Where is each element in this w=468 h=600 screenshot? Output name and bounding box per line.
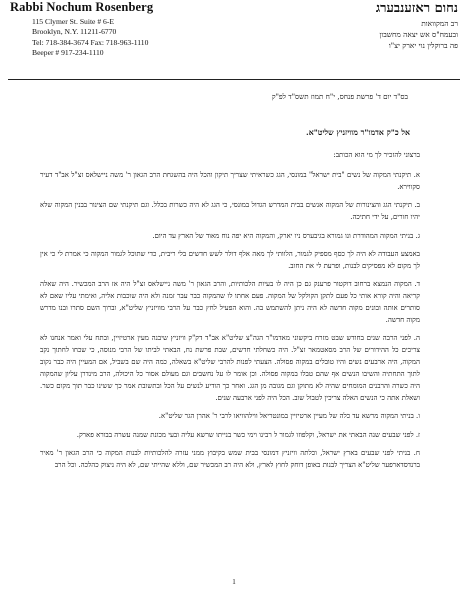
- page-number: 1: [232, 578, 236, 586]
- city-line: Brooklyn, N.Y. 11211-6770: [32, 27, 117, 37]
- letterhead-hebrew: [248, 0, 458, 51]
- body-paragraph: ד. המקוה הנמצא ברחוב דוקטור פרענק גם כן היה לו בעיות הלכותיות, והרב הגאון ר' משה ניישלאס זצ"ל היה אז הרב המכשיר. היה שאלה קריאה והיה קורא אותי כל פעם לתקן הקולקל של המקוה. פעם אחתו לו שהמקוה כבר עבר זמנה ולא היה שוכבות אליה, ואימתי עליו שאם לא סותרים אותה ובונים מקוה חדשה לא היה ניתן להשתמש בה. והוא הפעיל לחץ כבר על הרבי מוויזניץ שליט"א, וברוך השם סתרו ובנו מדרש מקוה חדשה.: [40, 280, 420, 324]
- letterhead-divider: [8, 79, 460, 80]
- body-paragraph: ז. לפני שבעים שנה הבאתי את ישראל, וקלפוזו לגמור ל רבינו וימי כשר בנייתו שרשא עליה ובעי מכונת שמנה עשרה בבורא פארק.: [76, 430, 420, 439]
- addressee-line: אל כ"ק אדמו"ר מוויזניץ שליט"א.: [306, 128, 410, 137]
- greeting-paragraph: ברצוני להזכיר לך מי הוא הכותב:: [333, 151, 420, 159]
- letter-body: [40, 150, 420, 478]
- date-line: בס"ד יום ד' פרשת פנחס, י"ח תמוז תשס"ד לפ"ק: [271, 92, 408, 101]
- address-line: 115 Clymer St. Suite # 6-E: [32, 17, 114, 26]
- sender-title-hebrew: רב המקוואות: [421, 19, 458, 28]
- body-paragraph: ג. בניתי המקוה המהודרת ונו גמורא בגיבערס ניו יארק, והמקוה היא יפה נוח מאוד של הארץ עד היום.: [152, 231, 420, 240]
- phone-fax-line: Tel: 718-384-3674 Fax: 718-963-1110: [32, 37, 149, 47]
- sender-location-hebrew: פה ברוקלין נוי יארק יצ"ו: [388, 41, 458, 50]
- letterhead-english: [10, 0, 230, 58]
- body-paragraph: ב. תיקנתי הגג והצינורות של המקוה אנשים בבית המדרש הגדול במונסי, כי הגג לא היה כשרות בכלל. וגם תיקנתי שם הצינור בבנין המקוה שלא יהיו חורים, על ידי חתיכה.: [40, 201, 420, 222]
- sender-name-hebrew: נחום ראזענבערג: [375, 1, 458, 16]
- sender-book-hebrew: ובעמח"ס אש יצאה מחשבון: [379, 30, 458, 39]
- body-paragraph: ו. בניתי המקוה מרשא עד כלה של מעיין ארטיזיין במונטריאל ווילהוויאו לרבי ר' אהרן הגר שליט"א.: [158, 412, 420, 421]
- body-paragraph: ח. בניתי לפני שבעים בארץ ישראל, וכלתה וויזניץ דמונסי בבית שמש בקיבוץ ממני עזרה להלכותיות לבנות המקוה כי הרב הגאון ר' מאיר ברנדסדארפער שליט"א הצריך לבנות באופן דוחק לחוץ לארץ, ולא היה רב המכשיר שם, וללא שהייתי שם, לא היה ניצוק כהלכה. וכל הרב: [40, 449, 420, 470]
- body-paragraph: א. תיקנתי המקוה של נשים "בית ישראל" במונסי, הגג כשראיתי שצריך תיקון והכל היה בהשגחת הרב הגאון ר' משה ניישלאס זצ"ל אב"ד דעיר סקווירא.: [40, 170, 420, 191]
- body-paragraph: ה. לפני הרבה שנים בחודש שבט מזרח ביקשוני מאדמו"ר הגה"צ שליט"א אב"ד דק"ק וויזניץ שיבנה מעין ארטיזיין, ובתח עלי ואמר אנחנו לא צריכים כל ההידורים של הרב מסאטמאר זצ"ל. היה כשחלתי חדשים, שבת פרשת נח, הבאתי לביתו של הרבי מנוסה, כי שכחו לחתוך נקב המקוה, היה ארבעים נשים והיו טובלים במקוה פסולה. הצעתי לפנות להרבי שליט"א בשאלה, כמה היה שם בשביל, אם המעיין היה כבר נקוב לתוך התחתיה והשיבו הנשים אף שהם טבלו במקוה פסולה. וכן אומר לו על נחשבים וגם מעולם אסור כל היכולה, הרב מינדרן עליון שהמקוה היה כשרה והרבנים המומחים שהיה לא מתוקן וגם מגובה מן הגג. ואחר כך הודיע לנשים על הכל ובתשובת אמר כך ששינו כבר תוך מקום כשר. ושאלת אתה כי הנשים האלה צריכין לטבול שוב. הכל היה לפני ארבעה שנים.: [40, 334, 420, 402]
- body-paragraph: באמצע העבודה לא היה לך כסף מספיק לגמור, הלוותי לך מאה אלף דולר לשש חדשים בלי ריבית, כדי שתוכל לגמור המקוה כי אמרת לי כי אין לך מקום לא מפסיקים לבנות, ופרעת לי את החוב.: [40, 249, 420, 270]
- beeper-line: Beeper # 917-234-1110: [32, 47, 104, 57]
- sender-name-english: Rabbi Nochum Rosenberg: [10, 0, 154, 14]
